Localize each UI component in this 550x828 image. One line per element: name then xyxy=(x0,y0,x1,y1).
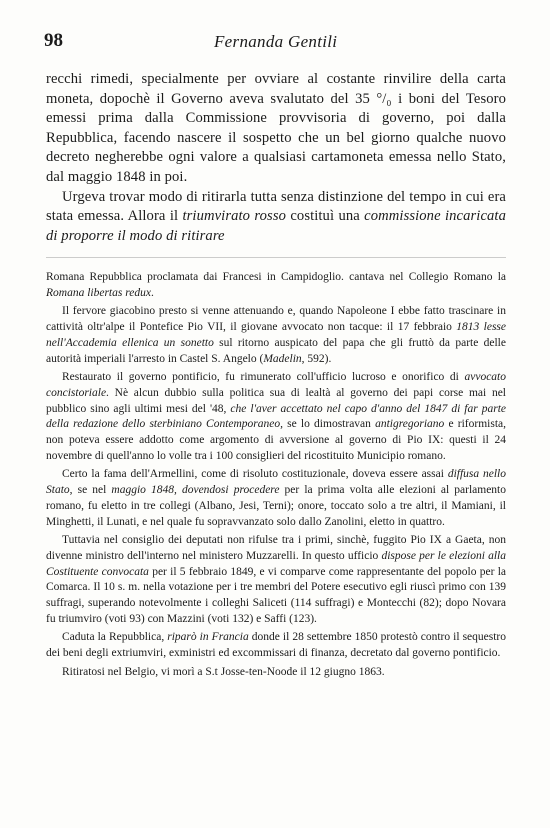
footnote-3-text-c: se lo dimostravan xyxy=(283,418,376,431)
footnotes xyxy=(46,270,506,684)
footnote-6-italic: riparò in Francia xyxy=(167,631,249,644)
footnote-4-italic-b: maggio 1848, dovendosi procedere xyxy=(111,484,280,497)
main-paragraph-2 xyxy=(46,188,506,247)
footnote-4-italic: diffusa nello Stato xyxy=(46,468,506,497)
footnote-6-text: Caduta la Repubblica, xyxy=(62,631,168,644)
footnote-paragraph-4 xyxy=(46,467,506,530)
footnote-1-text: Romana Repubblica proclamata dai Francesi in Campidoglio. cantava nel Collegio Romano la xyxy=(46,271,506,283)
footnote-2-text: Il fervore giacobino presto si venne attenuando e, quando Napoleone I ebbe fatto trascinare in cattività oltr'alpe il Pontefice Pio VII, il giovane avvocato non tacque: il 17 febbraio xyxy=(46,305,506,334)
footnote-separator xyxy=(46,257,506,258)
footnote-5-italic: dispose per le elezioni alla Costituente convocata xyxy=(46,549,506,578)
main-paragraph-2-italic-triumvirato: triumvirato rosso xyxy=(182,208,286,225)
footnote-paragraph-5 xyxy=(46,533,506,627)
footnote-3-text-b: . Nè alcun dubbio sulla politica sua di lealtà al governo dei papi corse mai nel pubblico sino agli ultimi mesi del '48, xyxy=(46,386,506,415)
page-number: 98 xyxy=(44,30,63,51)
footnote-5-end: per il 5 febbraio 1849, e vi comparve come rappresentante del popolo per la Comarca. Il 10 s. m. nella votazione per i tre membri del Potere esecutivo egli riuscì primo con 139 suffragi, superando notevolmente i colleghi Saliceti (114 suffragi) e Montecchi (82); dopo Novara fu triumviro (voti 93) con Mazzini (voti 132) e Saffi (123). xyxy=(46,565,506,625)
footnote-4-end: per la prima volta alle elezioni al parlamento romano, fu eletto in tre collegi (Albano, Jesi, Terni); onore, toccato solo a tre altri, il Mamiani, il Minghetti, il Lunati, e nel quale fu sopravvanzato solo dallo Zanolini, eletto in quattro. xyxy=(46,484,506,528)
footnote-paragraph-1 xyxy=(46,270,506,301)
footnote-3-end: e riformista, non poteva essere addotto come argomento di avversione al governo di Pio IX: questi il 24 novembre di quell'anno lo volle tra i 100 consiglieri del ricostituito Municipio romano. xyxy=(46,418,506,462)
footnote-7-text: Ritiratosi nel Belgio, vi morì a S.t Josse-ten-Noode il 12 giugno 1863. xyxy=(62,665,385,678)
main-paragraph-2-part-a: Urgeva trovar modo di ritirarla tutta senza distinzione del tempo in cui era stata emessa. Allora il xyxy=(46,188,506,225)
footnote-paragraph-6 xyxy=(46,630,506,661)
main-paragraph-2-italic-commissione: commissione incaricata di proporre il modo di ritirare xyxy=(46,208,506,244)
footnote-2-end: , 592). xyxy=(301,352,332,365)
footnote-3-italic-b: che l'aver accettato nel capo d'anno del 1847 di far parte della redazione dello sterbiniano Contemporaneo, xyxy=(46,402,507,431)
footnote-paragraph-2 xyxy=(46,304,506,367)
footnote-3-italic: avvocato concistoriale xyxy=(46,371,506,399)
page-header xyxy=(44,30,514,54)
footnote-2-italic: 1813 lesse nell'Accademia ellenica un sonetto xyxy=(46,321,506,349)
footnote-4-text-b: , se nel xyxy=(69,484,112,497)
running-title: Fernanda Gentili xyxy=(214,32,338,51)
footnote-2-text-b: sul ritorno auspicato del papa che gli fruttò da parte delle autorità imperiali l'arresto in Castel S. Angelo ( xyxy=(46,336,506,365)
main-paragraph-2-part-c: costituì una xyxy=(286,208,365,225)
footnote-5-text: Tuttavia nel consiglio dei deputati non rifulse tra i primi, sinchè, fuggito Pio IX a Gaeta, non divenne ministro dell'interno nel ministero Muzzarelli. In questo ufficio xyxy=(46,534,506,562)
footnote-3-italic-c: antigregoriano xyxy=(375,418,445,431)
footnote-6-end: donde il 28 settembre 1850 protestò contro il sequestro dei beni degli extriumviri, exministri ed excommissari di finanza, decretato dal governo pontificio. xyxy=(46,631,507,660)
footnote-paragraph-7 xyxy=(46,665,506,681)
main-paragraph-1: recchi rimedi, specialmente per ovviare al costante rinvilire della carta moneta, dopochè il Governo aveva svalutato del 35 °/₀ i boni del Tesoro emessi prima dalla Commissione provvisoria di governo, poi dalla Repubblica, facendo nascere il sospetto che un bel giorno qualche nuovo decreto negherebbe ogni valore a qualsiasi cartamoneta emessa nello Stato, dal maggio 1848 in poi. xyxy=(46,71,506,185)
footnote-4-text: Certo la fama dell'Armellini, come di risoluto costituzionale, doveva essere assai xyxy=(62,468,448,481)
footnote-1-end: . xyxy=(150,286,154,299)
footnote-1-italic: Romana libertas redux xyxy=(46,286,151,299)
main-text xyxy=(46,70,506,246)
footnote-3-text: Restaurato il governo pontificio, fu rimunerato coll'ufficio lucroso e onorifico di xyxy=(62,371,465,384)
footnote-paragraph-3 xyxy=(46,370,506,464)
footnote-2-italic-madelin: Madelin xyxy=(263,352,302,365)
